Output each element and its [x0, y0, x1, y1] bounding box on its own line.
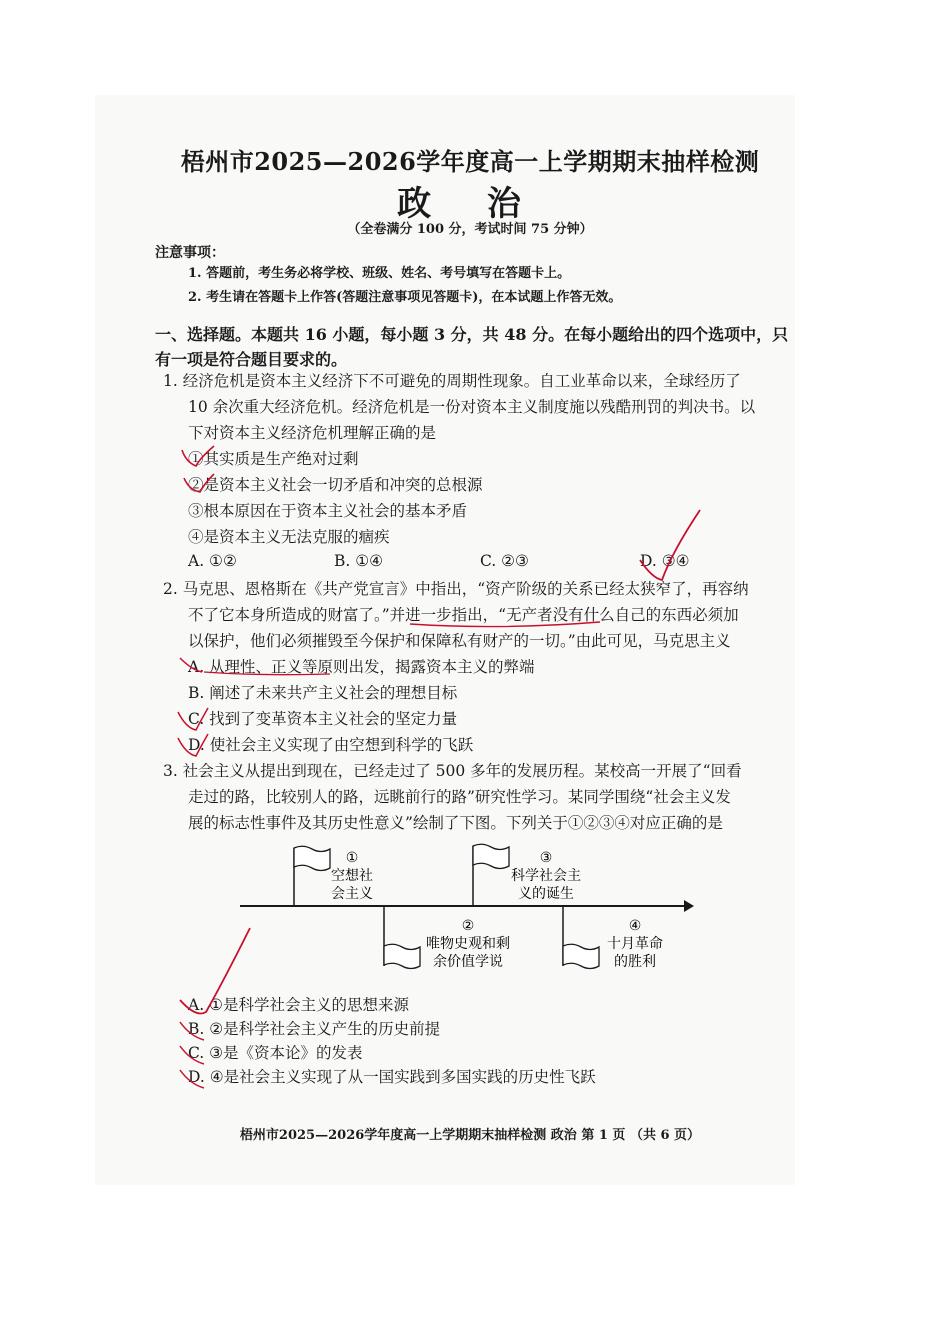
q2-option-b: B. 阐述了未来共产主义社会的理想目标 [188, 684, 458, 702]
page-footer: 梧州市2025—2026学年度高一上学期期末抽样检测 政治 第 1 页 （共 6 页） [239, 1128, 701, 1143]
q3-option-d: D. ④是社会主义实现了从一国实践到多国实践的历史性飞跃 [188, 1068, 596, 1086]
q1-option-c: C. ②③ [480, 552, 529, 570]
q2-option-d: D. 使社会主义实现了由空想到科学的飞跃 [188, 736, 474, 754]
q1-option-d: D. ③④ [640, 552, 690, 570]
timeline-arrowhead [684, 900, 694, 912]
notice-item-1: 1. 答题前，考生务必将学校、班级、姓名、考号填写在答题卡上。 [188, 266, 571, 281]
q2-option-a: A. 从理性、正义等原则出发，揭露资本主义的弊端 [188, 658, 535, 676]
q1-statement-1: ①其实质是生产绝对过剩 [188, 450, 359, 468]
flag2-label-line1: 唯物史观和剩 [426, 936, 510, 952]
q3-option-a: A. ①是科学社会主义的思想来源 [188, 996, 409, 1014]
q2-stem-line-1: 2. 马克思、恩格斯在《共产党宣言》中指出，“资产阶级的关系已经太狭窄了，再容纳 [163, 580, 749, 598]
flag3-number: ③ [539, 850, 553, 866]
flag4-label-line1: 十月革命 [607, 936, 663, 952]
q1-option-a: A. ①② [188, 552, 237, 570]
notice-item-2: 2. 考生请在答题卡上作答(答题注意事项见答题卡)，在本试题上作答无效。 [188, 290, 622, 305]
q3-stem-line-1: 3. 社会主义从提出到现在，已经走过了 500 多年的发展历程。某校高一开展了“回看 [163, 762, 742, 780]
flag4-label-line2: 的胜利 [614, 954, 656, 970]
q2-option-c: C. 找到了变革资本主义社会的坚定力量 [188, 710, 458, 728]
flag1-number: ① [345, 850, 359, 866]
q1-stem-line-2: 10 余次重大经济危机。经济危机是一份对资本主义制度施以残酷刑罚的判决书。以 [188, 398, 756, 416]
q2-stem-line-3: 以保护，他们必须摧毁至今保护和保障私有财产的一切。”由此可见，马克思主义 [188, 632, 731, 650]
flag2-number: ② [461, 918, 475, 934]
flag3-label-line1: 科学社会主 [511, 868, 581, 884]
flag2-cloth [384, 944, 420, 968]
flag2-label-line2: 余价值学说 [433, 954, 503, 970]
flag4-number: ④ [628, 918, 642, 934]
flag1-label-line1: 空想社 [331, 868, 373, 884]
flag1-cloth [294, 846, 330, 870]
q1-stem-line-1: 1. 经济危机是资本主义经济下不可避免的周期性现象。自工业革命以来，全球经历了 [163, 372, 741, 390]
flag1-label-line2: 会主义 [331, 886, 373, 902]
exam-title: 梧州市2025—2026学年度高一上学期期末抽样检测 [180, 147, 760, 176]
section-heading: 一、选择题。本题共 16 小题，每小题 3 分，共 48 分。在每小题给出的四个选项中，只有一项是符合题目要求的。 [155, 325, 789, 369]
flag3-cloth [473, 844, 509, 868]
q1-stem-line-3: 下对资本主义经济危机理解正确的是 [188, 424, 437, 442]
q1-statement-4: ④是资本主义无法克服的痼疾 [188, 528, 390, 546]
socialism-timeline-diagram [236, 840, 696, 980]
exam-info: （全卷满分 100 分，考试时间 75 分钟） [347, 222, 593, 237]
flag4-cloth [563, 944, 599, 968]
q1-options [188, 552, 748, 574]
subject-title: 政 治 [397, 184, 543, 224]
q3-stem-line-2: 走过的路，比较别人的路，远眺前行的路”研究性学习。某同学围绕“社会主义发 [188, 788, 731, 806]
notice-title: 注意事项： [155, 245, 225, 261]
q3-stem-line-3: 展的标志性事件及其历史性意义”绘制了下图。下列关于①②③④对应正确的是 [188, 814, 723, 832]
q1-option-b: B. ①④ [334, 552, 384, 570]
flag3-label-line2: 义的诞生 [518, 886, 574, 902]
q2-stem-line-2: 不了它本身所造成的财富了。”并进一步指出，“无产者没有什么自己的东西必须加 [188, 606, 739, 624]
q3-option-b: B. ②是科学社会主义产生的历史前提 [188, 1020, 441, 1038]
q1-statement-2: ②是资本主义社会一切矛盾和冲突的总根源 [188, 476, 483, 494]
q1-statement-3: ③根本原因在于资本主义社会的基本矛盾 [188, 502, 468, 520]
q3-option-c: C. ③是《资本论》的发表 [188, 1044, 363, 1062]
